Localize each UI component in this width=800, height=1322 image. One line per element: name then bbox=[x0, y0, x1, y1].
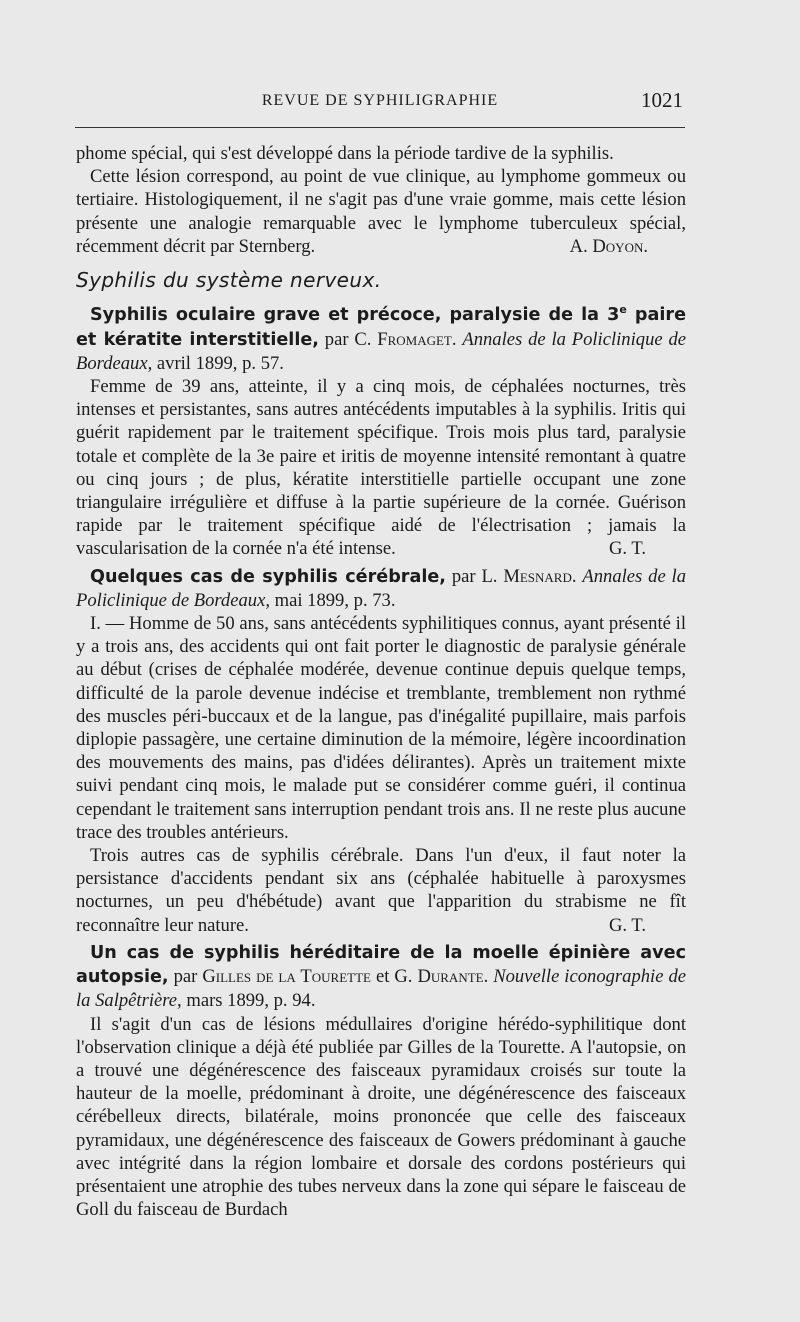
article-1-title: Syphilis oculaire grave et précoce, paralysie de la 3 bbox=[90, 305, 620, 326]
article-1-signature: G. T. bbox=[608, 538, 646, 560]
article-1-heading bbox=[76, 298, 686, 375]
article-1-body bbox=[76, 375, 686, 561]
article-1-journal: Annales de la Policlinique de Bordeaux, bbox=[76, 328, 686, 374]
section-title: Syphilis du système nerveux. bbox=[76, 268, 382, 293]
article-2-body-1: I. — Homme de 50 ans, sans antécédents syphilitiques connus, ayant présenté il y a trois ans, des accidents qui ont fait porter le diagnostic de paralysie générale au début (crises de céphalée modérée, devenue continue depuis quelque temps, difficulté de la parole devenue indécise et tremblante, tremblement non rythmé des muscles péri-buccaux et de la langue, pas d'inégalité pupillaire, mais parfois diplopie passagère, une certaine diminution de la mémoire, légère incoordination des mouvements des mains, pas d'idées délirantes). Après un traitement mixte suivi pendant cinq mois, le malade put se considérer comme guéri, il continua cependant le traitement sans interruption pendant trois ans. Il ne reste plus aucune trace des troubles antérieurs. bbox=[76, 613, 686, 843]
article-3-journal: Nouvelle iconographie de la Salpêtrière, bbox=[76, 966, 686, 1012]
article-3-title: Un cas de syphilis héréditaire de la moelle épinière avec autopsie, bbox=[76, 942, 686, 988]
article-2-body-2 bbox=[76, 844, 686, 937]
article-3-body: Il s'agit d'un cas de lésions médullaires d'origine hérédo-syphilitique dont l'observation clinique a déjà été publiée par Gilles de la Tourette. A l'autopsie, on a trouvé une dégénérescence des faisceaux pyramidaux croisés sur toute la hauteur de la moelle, prédominant à droite, une dégénérescence des faisceaux cérébelleux directs, bilatérale, moins prononcée que celle des faisceaux pyramidaux, une dégénérescence des faisceaux de Gowers prédominant à gauche avec intégrité dans la région lombaire et dorsale des cordons postérieurs qui présentaient une atrophie des tubes nerveux dans la zone qui sépare le faisceau de Goll du faisceau de Burdach bbox=[76, 1013, 686, 1221]
article-2-heading bbox=[76, 565, 686, 612]
article-1-by: par C. bbox=[318, 328, 378, 350]
article-2-text-2: Trois autres cas de syphilis cérébrale. Dans l'un d'eux, il faut noter la persistance d'accidents pendant six ans (céphalée habituelle à paroxysmes nocturnes, un peu d'hébétude) avant que l'apparition du strabisme ne fît reconnaître leur nature. bbox=[76, 845, 686, 936]
intro-signature: A. Doyon. bbox=[569, 235, 648, 257]
article-1-sep: . bbox=[451, 328, 463, 350]
article-3-sep: . bbox=[483, 966, 494, 988]
article-2-author: Mesnard bbox=[503, 565, 572, 587]
header-rule bbox=[75, 127, 685, 128]
article-1-author: Fromaget bbox=[377, 328, 452, 350]
article-1-text: Femme de 39 ans, atteinte, il y a cinq mois, de céphalées nocturnes, très intenses et persistantes, sans autres antécédents imputables à la syphilis. Iritis qui guérit rapidement par le traitement spécifique. Trois mois plus tard, paralysie totale et complète de la 3e paire et iritis de moyenne intensité remontant à quatre ou cinq jours ; de plus, kératite interstitielle partielle occupant une zone triangulaire irrégulière et diffuse à la partie supérieure de la cornée. Guérison rapide par le traitement spécifique aidé de l'électrisation ; jamais la vascularisation de la cornée n'a été intense. bbox=[76, 376, 686, 560]
article-2-date: mai 1899, p. 73. bbox=[269, 589, 396, 611]
page-number: 1021 bbox=[641, 88, 683, 112]
article-3-by: par bbox=[168, 966, 203, 988]
article-2-title: Quelques cas de syphilis cérébrale, bbox=[90, 566, 446, 587]
intro-paragraph bbox=[76, 165, 686, 258]
article-2-sep: . bbox=[571, 565, 583, 587]
article-1-title-sup: e bbox=[619, 303, 627, 317]
article-2-by: par L. bbox=[446, 565, 504, 587]
article-3-author-2: Durante bbox=[417, 966, 484, 988]
page-body bbox=[76, 142, 686, 1221]
article-3-author-1: Gilles de la Tourette bbox=[202, 966, 371, 988]
continued-line: phome spécial, qui s'est développé dans la période tardive de la syphilis. bbox=[76, 143, 614, 164]
intro-text: Cette lésion correspond, au point de vue clinique, au lymphome gommeux ou tertiaire. Histologiquement, il ne s'agit pas d'une vraie gomme, mais cette lésion présente une analogie remarquable avec le lymphome tuberculeux spécial, récemment décrit par Sternberg. bbox=[76, 166, 686, 257]
article-3-and: et G. bbox=[370, 966, 418, 988]
page-header bbox=[75, 88, 685, 118]
article-1-title-end: paire et kératite interstitielle, bbox=[76, 305, 687, 350]
article-1-date: avril 1899, p. 57. bbox=[152, 352, 284, 374]
article-2-signature: G. T. bbox=[608, 914, 646, 936]
article-3-heading bbox=[76, 941, 686, 1013]
article-2-journal: Annales de la Policlinique de Bordeaux, bbox=[76, 565, 687, 611]
article-3-date: mars 1899, p. 94. bbox=[181, 990, 316, 1012]
running-title: REVUE DE SYPHILIGRAPHIE bbox=[261, 92, 499, 109]
